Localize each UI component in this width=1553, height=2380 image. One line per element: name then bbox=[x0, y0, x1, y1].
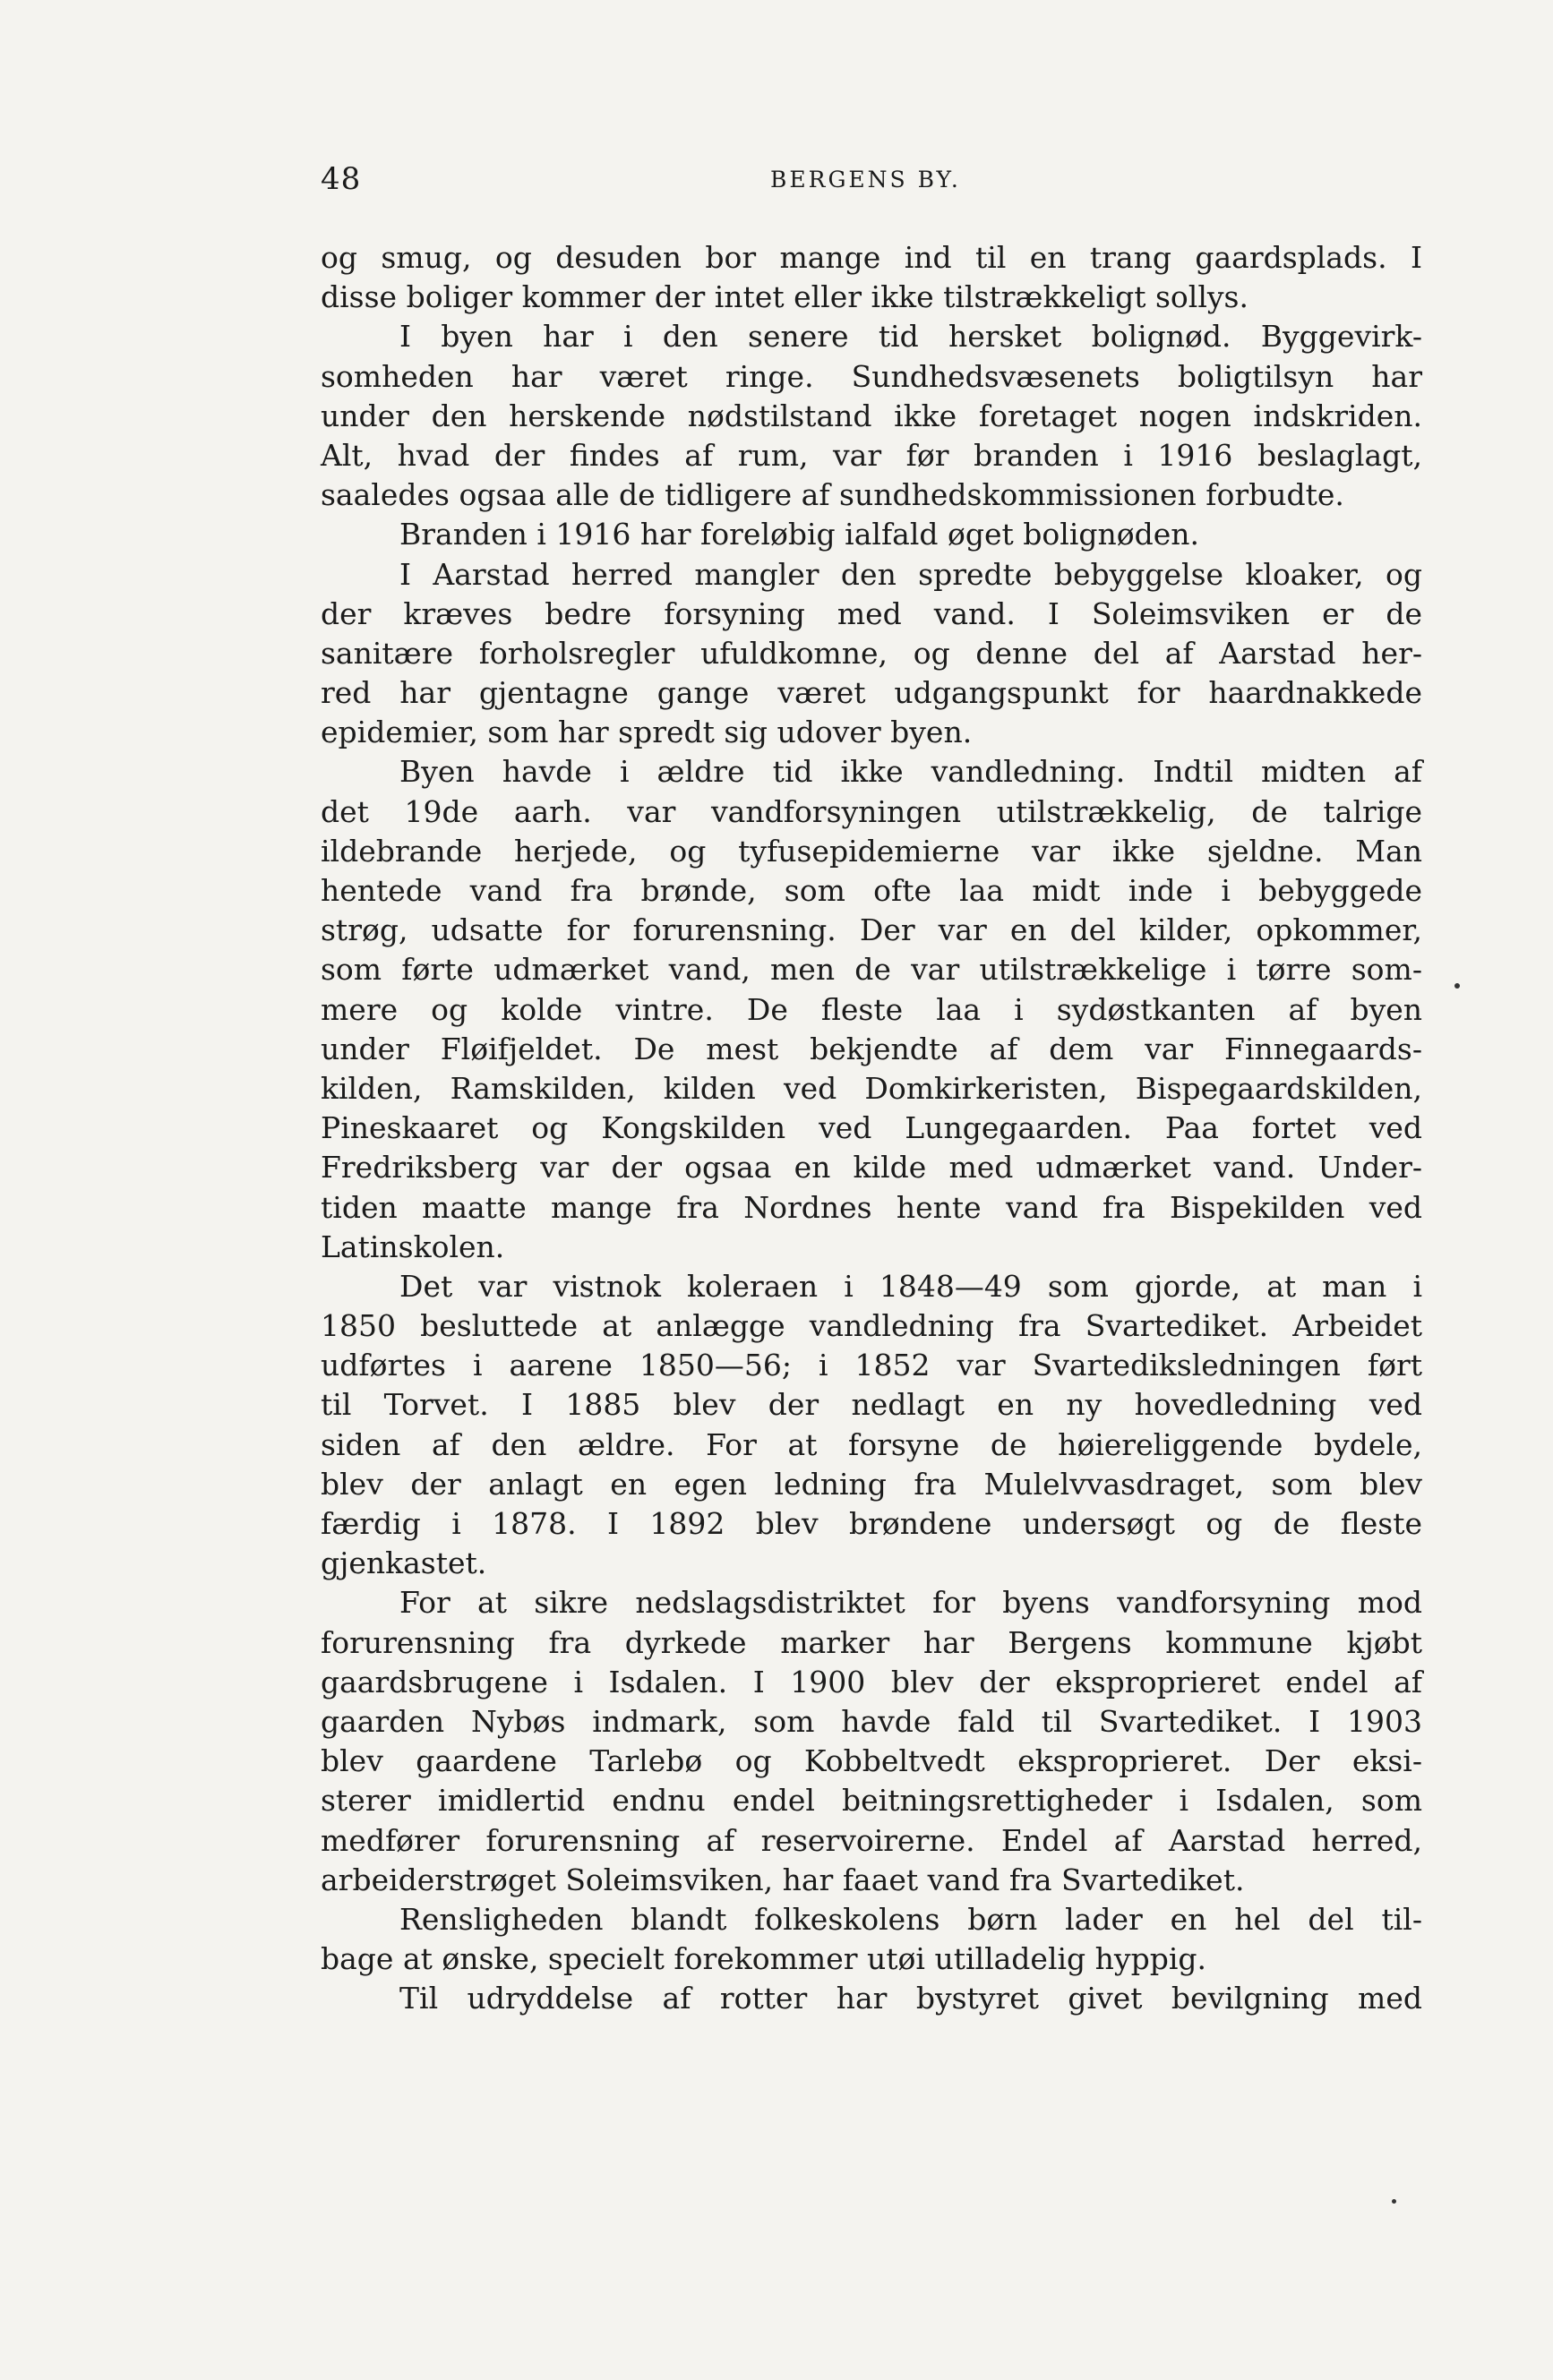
text-line: mere og kolde vintre. De fleste laa i sydøstkanten af byen bbox=[321, 991, 1422, 1027]
text-line: Rensligheden blandt folkeskolens børn lader en hel del til- bbox=[399, 1901, 1422, 1937]
text-line: red har gjentagne gange været udgangspunkt for haardnakkede bbox=[321, 675, 1422, 711]
text-line: til Torvet. I 1885 blev der nedlagt en ny hovedledning ved bbox=[321, 1387, 1422, 1423]
body-text bbox=[321, 238, 1422, 2018]
text-line: tiden maatte mange fra Nordnes hente vand fra Bispekilden ved bbox=[321, 1189, 1422, 1225]
text-line: Det var vistnok koleraen i 1848—49 som gjorde, at man i bbox=[399, 1268, 1422, 1304]
text-line: medfører forurensning af reservoirerne. Endel af Aarstad herred, bbox=[321, 1822, 1422, 1858]
print-speck bbox=[1454, 983, 1460, 989]
text-line: Fredriksberg var der ogsaa en kilde med udmærket vand. Under- bbox=[321, 1150, 1422, 1186]
text-line: kilden, Ramskilden, kilden ved Domkirkeristen, Bispegaardskilden, bbox=[321, 1070, 1422, 1106]
text-line: færdig i 1878. I 1892 blev brøndene undersøgt og de fleste bbox=[321, 1506, 1422, 1541]
text-line: epidemier, som har spredt sig udover byen. bbox=[321, 715, 973, 750]
text-line: disse boliger kommer der intet eller ikke tilstrækkeligt sollys. bbox=[321, 279, 1248, 315]
text-line: gaardsbrugene i Isdalen. I 1900 blev der eksproprieret endel af bbox=[321, 1664, 1422, 1699]
text-line: Latinskolen. bbox=[321, 1229, 505, 1264]
text-line: under Fløifjeldet. De mest bekjendte af dem var Finnegaards- bbox=[321, 1031, 1422, 1066]
text-line: siden af den ældre. For at forsyne de høiereliggende bydele, bbox=[321, 1426, 1422, 1462]
text-line: og smug, og desuden bor mange ind til en trang gaardsplads. I bbox=[321, 240, 1422, 275]
text-line: hentede vand fra brønde, som ofte laa midt inde i bebyggede bbox=[321, 873, 1422, 908]
text-line: udførtes i aarene 1850—56; i 1852 var Svartediksledningen ført bbox=[321, 1348, 1422, 1383]
text-line: sterer imidlertid endnu endel beitningsrettigheder i Isdalen, som bbox=[321, 1783, 1422, 1819]
text-line: blev der anlagt en egen ledning fra Mulelvvasdraget, som blev bbox=[321, 1466, 1422, 1502]
text-line: der kræves bedre forsyning med vand. I Soleimsviken er de bbox=[321, 595, 1422, 631]
text-line: forurensning fra dyrkede marker har Bergens kommune kjøbt bbox=[321, 1624, 1422, 1660]
text-line: gaarden Nybøs indmark, som havde fald til Svartediket. I 1903 bbox=[321, 1703, 1422, 1739]
text-line: saaledes ogsaa alle de tidligere af sundhedskommissionen forbudte. bbox=[321, 477, 1344, 513]
text-line: gjenkastet. bbox=[321, 1545, 487, 1581]
text-line: sanitære forholsregler ufuldkomne, og denne del af Aarstad her- bbox=[321, 635, 1422, 671]
page-number: 48 bbox=[321, 161, 362, 197]
text-line: det 19de aarh. var vandforsyningen utilstrækkelig, de talrige bbox=[321, 793, 1422, 829]
text-line: strøg, udsatte for forurensning. Der var en del kilder, opkommer, bbox=[321, 912, 1422, 948]
text-line: 1850 besluttede at anlægge vandledning fra Svartediket. Arbeidet bbox=[321, 1308, 1422, 1344]
text-line: somheden har været ringe. Sundhedsvæsenets boligtilsyn har bbox=[321, 358, 1422, 394]
text-line: blev gaardene Tarlebø og Kobbeltvedt eksproprieret. Der eksi- bbox=[321, 1743, 1422, 1779]
text-line: Alt, hvad der findes af rum, var før branden i 1916 beslaglagt, bbox=[321, 437, 1422, 473]
text-line: Pineskaaret og Kongskilden ved Lungegaarden. Paa fortet ved bbox=[321, 1110, 1422, 1146]
text-line: I Aarstad herred mangler den spredte bebyggelse kloaker, og bbox=[399, 556, 1422, 592]
print-speck bbox=[1392, 2199, 1396, 2204]
text-line: bage at ønske, specielt forekommer utøi utilladelig hyppig. bbox=[321, 1941, 1206, 1977]
running-head: BERGENS BY. bbox=[770, 167, 961, 193]
text-line: ildebrande herjede, og tyfusepidemierne var ikke sjeldne. Man bbox=[321, 833, 1422, 869]
text-line: Til udryddelse af rotter har bystyret givet bevilgning med bbox=[399, 1981, 1422, 2016]
text-line: arbeiderstrøget Soleimsviken, har faaet vand fra Svartediket. bbox=[321, 1862, 1245, 1897]
text-line: For at sikre nedslagsdistriktet for byens vandforsyning mod bbox=[399, 1585, 1422, 1621]
text-line: som førte udmærket vand, men de var utilstrækkelige i tørre som- bbox=[321, 952, 1422, 988]
text-line: Byen havde i ældre tid ikke vandledning. Indtil midten af bbox=[399, 754, 1422, 790]
text-line: I byen har i den senere tid hersket bolignød. Byggevirk- bbox=[399, 319, 1422, 355]
text-line: Branden i 1916 har foreløbig ialfald øget bolignøden. bbox=[399, 517, 1200, 552]
text-line: under den herskende nødstilstand ikke foretaget nogen indskriden. bbox=[321, 398, 1422, 433]
